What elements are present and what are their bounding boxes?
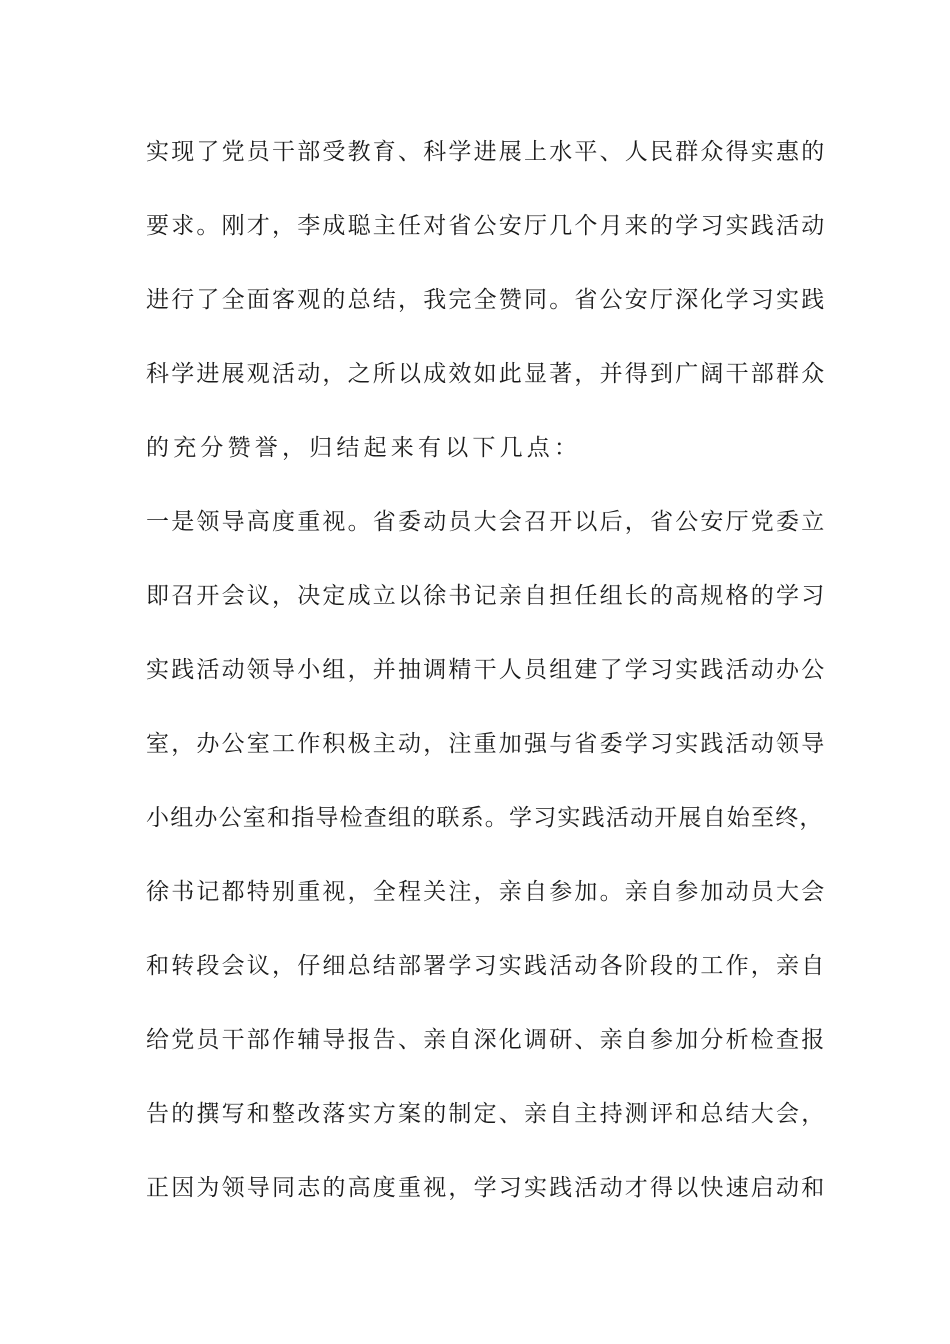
paragraph-line: 进行了全面客观的总结，我完全赞同。省公安厅深化学习实践 (146, 287, 827, 313)
paragraph-line: 实现了党员干部受教育、科学进展上水平、人民群众得实惠的 (146, 139, 827, 165)
paragraph-line: 徐书记都特别重视，全程关注，亲自参加。亲自参加动员大会 (146, 879, 827, 905)
paragraph-line: 的充分赞誉，归结起来有以下几点： (146, 435, 582, 461)
paragraph-line: 小组办公室和指导检查组的联系。学习实践活动开展自始至终， (146, 805, 824, 831)
paragraph-line: 科学进展观活动，之所以成效如此显著，并得到广阔干部群众 (146, 361, 827, 387)
paragraph-line: 正因为领导同志的高度重视，学习实践活动才得以快速启动和 (146, 1175, 827, 1201)
paragraph-line: 告的撰写和整改落实方案的制定、亲自主持测评和总结大会， (146, 1101, 827, 1127)
paragraph-line: 即召开会议，决定成立以徐书记亲自担任组长的高规格的学习 (146, 583, 827, 609)
paragraph-line: 和转段会议，仔细总结部署学习实践活动各阶段的工作，亲自 (146, 953, 827, 979)
paragraph-line: 实践活动领导小组，并抽调精干人员组建了学习实践活动办公 (146, 657, 827, 683)
paragraph-line: 室，办公室工作积极主动，注重加强与省委学习实践活动领导 (146, 731, 827, 757)
paragraph-line: 一是领导高度重视。省委动员大会召开以后，省公安厅党委立 (146, 509, 827, 535)
paragraph-line: 给党员干部作辅导报告、亲自深化调研、亲自参加分析检查报 (146, 1027, 827, 1053)
paragraph-line: 要求。刚才，李成聪主任对省公安厅几个月来的学习实践活动 (146, 213, 827, 239)
